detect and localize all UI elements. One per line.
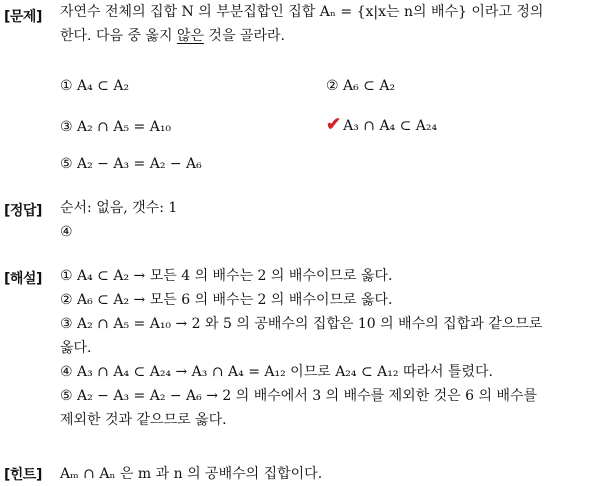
hint-line-1: Aₘ ∩ Aₙ 은 m 과 n 의 공배수의 집합이다. xyxy=(60,466,323,482)
solution-line-1: ① A₄ ⊂ A₂ → 모든 4 의 배수는 2 의 배수이므로 옳다. xyxy=(60,268,393,284)
problem-statement xyxy=(60,0,588,48)
problem-line-2a: 한다. 다음 중 옳지 xyxy=(60,28,177,44)
solution-line-4: 옳다. xyxy=(60,340,92,356)
problem-line-1: 자연수 전체의 집합 N 의 부분집합인 집합 Aₙ = {x|x는 n의 배수} 이라고 정의 xyxy=(60,4,544,20)
solution-line-2: ② A₆ ⊂ A₂ → 모든 6 의 배수는 2 의 배수이므로 옳다. xyxy=(60,292,393,308)
solution-line-5: ④ A₃ ∩ A₄ ⊂ A₂₄ → A₃ ∩ A₄ = A₁₂ 이므로 A₂₄ ⊂ A₁₂ 따라서 틀렸다. xyxy=(60,364,493,380)
problem-tag: [문제] xyxy=(4,9,42,25)
check-mark-icon: ✔ xyxy=(326,114,342,135)
choice-3: ③ A₂ ∩ A₅ = A₁₀ xyxy=(60,119,172,135)
choice-4 xyxy=(326,115,437,136)
choice-1: ① A₄ ⊂ A₂ xyxy=(60,78,130,94)
hint-tag: [힌트] xyxy=(4,467,42,483)
problem-line-2 xyxy=(60,24,588,48)
answer-line-2: ④ xyxy=(60,224,73,240)
problem-line-2b: 것을 골라라. xyxy=(203,28,285,44)
hint-body xyxy=(60,462,588,486)
answer-tag: [정답] xyxy=(4,203,42,219)
underlined-word: 않은 xyxy=(176,28,204,44)
answer-line-1: 순서: 없음, 갯수: 1 xyxy=(60,200,178,216)
choice-5: ⑤ A₂ − A₃ = A₂ − A₆ xyxy=(60,156,202,172)
solution-line-3: ③ A₂ ∩ A₅ = A₁₀ → 2 와 5 의 공배수의 집합은 10 의 배수의 집합과 같으므로 xyxy=(60,316,543,332)
answer-body xyxy=(60,196,588,244)
choice-2: ② A₆ ⊂ A₂ xyxy=(326,78,396,94)
choice-4-text: A₃ ∩ A₄ ⊂ A₂₄ xyxy=(343,118,438,134)
solution-tag: [해설] xyxy=(4,271,42,287)
solution-body xyxy=(60,264,588,432)
solution-line-6: ⑤ A₂ − A₃ = A₂ − A₆ → 2 의 배수에서 3 의 배수를 제외한 것은 6 의 배수를 xyxy=(60,388,538,404)
solution-line-7: 제외한 것과 같으므로 옳다. xyxy=(60,412,227,428)
